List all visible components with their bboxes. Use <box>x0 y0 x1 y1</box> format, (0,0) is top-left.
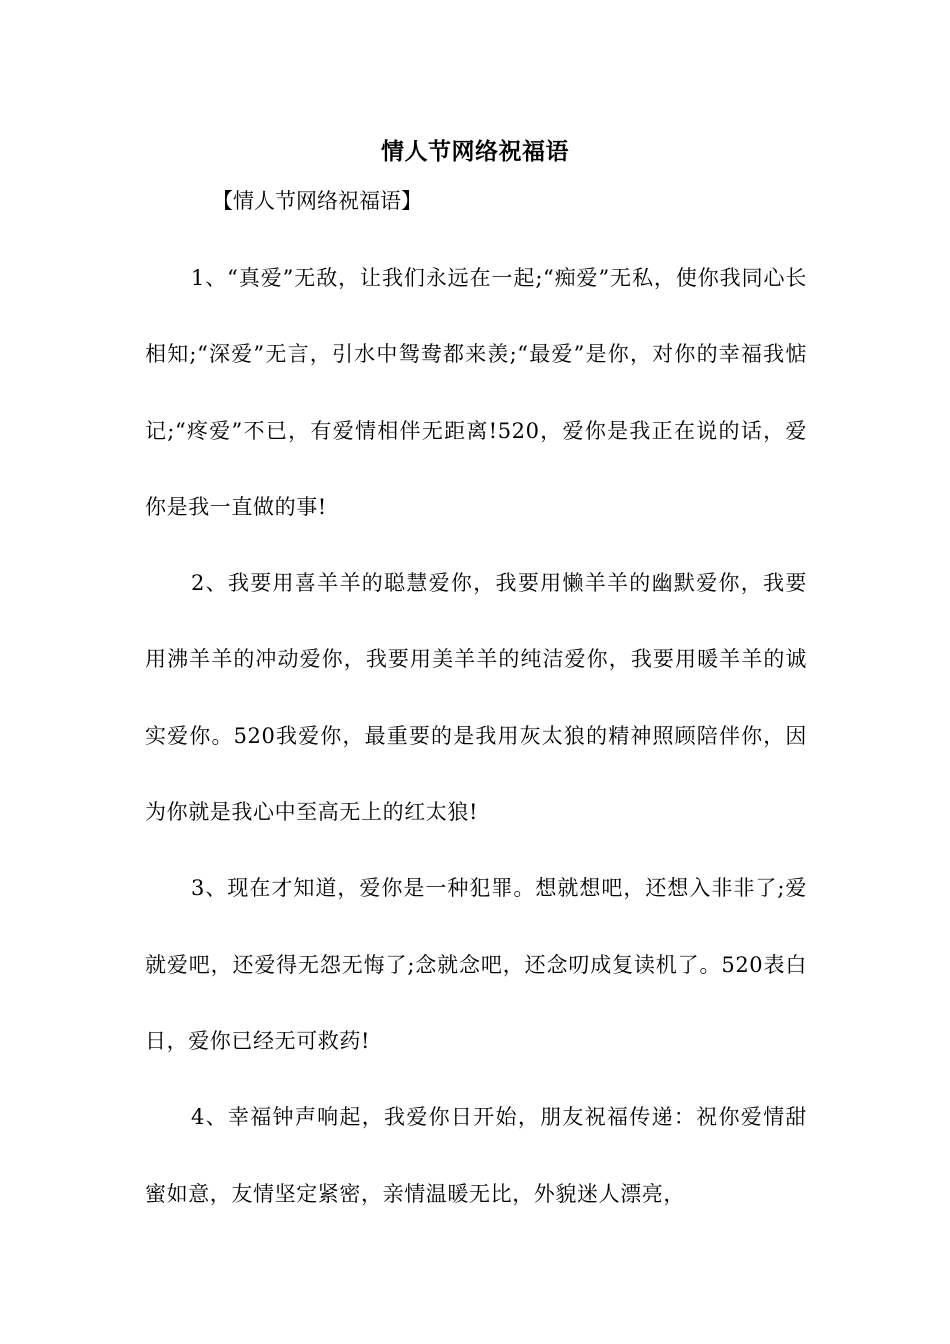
paragraph-1: 1、“真爱”无敌，让我们永远在一起;“痴爱”无私，使你我同心长相知;“深爱”无言，引水中鸳鸯都来羡;“最爱”是你，对你的幸福我惦记;“疼爱”不已，有爱情相伴无距离!520，爱你是我正在说的话，爱你是我一直做的事! <box>145 266 807 519</box>
document-body <box>145 240 807 1232</box>
document-subtitle: 【情人节网络祝福语】 <box>212 189 422 213</box>
paragraph-2: 2、我要用喜羊羊的聪慧爱你，我要用懒羊羊的幽默爱你，我要用沸羊羊的冲动爱你，我要用美羊羊的纯洁爱你，我要用暖羊羊的诚实爱你。520我爱你，最重要的是我用灰太狼的精神照顾陪伴你，因为你就是我心中至高无上的红太狼! <box>145 571 807 825</box>
paragraph-3: 3、现在才知道，爱你是一种犯罪。想就想吧，还想入非非了;爱就爱吧，还爱得无怨无悔了;念就念吧，还念叨成复读机了。520表白日，爱你已经无可救药! <box>145 876 807 1053</box>
page-title: 情人节网络祝福语 <box>381 138 569 165</box>
paragraph-4: 4、幸福钟声响起，我爱你日开始，朋友祝福传递：祝你爱情甜蜜如意，友情坚定紧密，亲情温暖无比，外貌迷人漂亮， <box>145 1105 807 1206</box>
